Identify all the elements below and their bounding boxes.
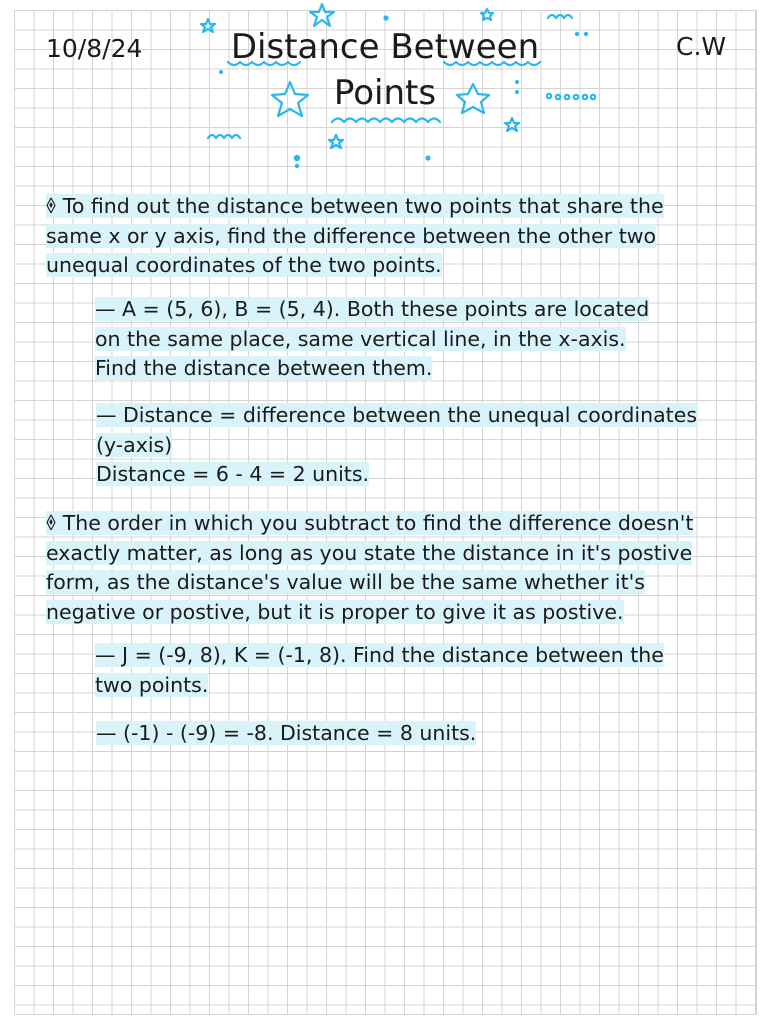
title-line-2: Points	[333, 73, 437, 113]
star-doodle	[505, 118, 519, 131]
example-answer-1	[96, 401, 697, 490]
note-line: — Distance = difference between the unequal coordinates	[96, 403, 698, 427]
title-line-1: Distance Between	[230, 27, 540, 67]
note-line: — J = (-9, 8), K = (-1, 8). Find the distance between the	[95, 643, 664, 667]
dot-doodle	[584, 32, 588, 36]
note-date: 10/8/24	[46, 34, 143, 63]
dot-doodle	[295, 164, 299, 168]
note-line: two points.	[95, 672, 209, 697]
star-doodle	[310, 4, 334, 26]
note-line: on the same place, same vertical line, in the x-axis.	[95, 326, 626, 351]
dot-doodle	[591, 95, 595, 99]
author-initials: C.W	[676, 32, 727, 61]
note-line: — (-1) - (-9) = -8. Distance = 8 units.	[96, 721, 477, 745]
example-answer-2	[96, 719, 476, 749]
note-line: — A = (5, 6), B = (5, 4). Both these points are located	[95, 297, 650, 321]
note-line: To find out the distance between two points that share the	[62, 194, 664, 218]
page-title	[205, 24, 565, 116]
squiggle-doodle	[208, 135, 240, 138]
dot-doodle	[574, 95, 578, 99]
star-doodle	[329, 135, 343, 148]
note-paragraph-2	[46, 509, 693, 627]
example-question-2	[95, 641, 664, 700]
note-line: Distance = 6 - 4 = 2 units.	[96, 462, 370, 486]
note-line: (y-axis)	[96, 432, 173, 457]
note-line: form, as the distance's value will be the same whether it's	[46, 570, 645, 594]
dot-doodle	[575, 32, 579, 36]
bullet-diamond-icon: 🞠	[46, 511, 57, 535]
note-line: unequal coordinates of the two points.	[46, 253, 442, 277]
example-question-1	[95, 295, 649, 384]
note-line: The order in which you subtract to find the difference doesn't	[62, 511, 694, 535]
note-line: exactly matter, as long as you state the distance in it's postive	[46, 540, 693, 565]
dot-doodle	[294, 155, 300, 161]
note-line: negative or postive, but it is proper to give it as postive.	[46, 599, 624, 624]
dot-doodle	[565, 95, 569, 99]
note-line: Find the distance between them.	[95, 356, 433, 380]
bullet-diamond-icon: 🞠	[46, 194, 57, 218]
star-doodle	[481, 9, 493, 20]
dot-doodle	[425, 155, 430, 160]
squiggle-doodle	[548, 15, 572, 18]
note-paragraph-1	[46, 192, 664, 281]
dot-doodle	[383, 15, 388, 20]
note-line: same x or y axis, find the difference between the other two	[46, 223, 657, 248]
dot-doodle	[583, 95, 587, 99]
squiggle-doodle	[332, 119, 440, 123]
